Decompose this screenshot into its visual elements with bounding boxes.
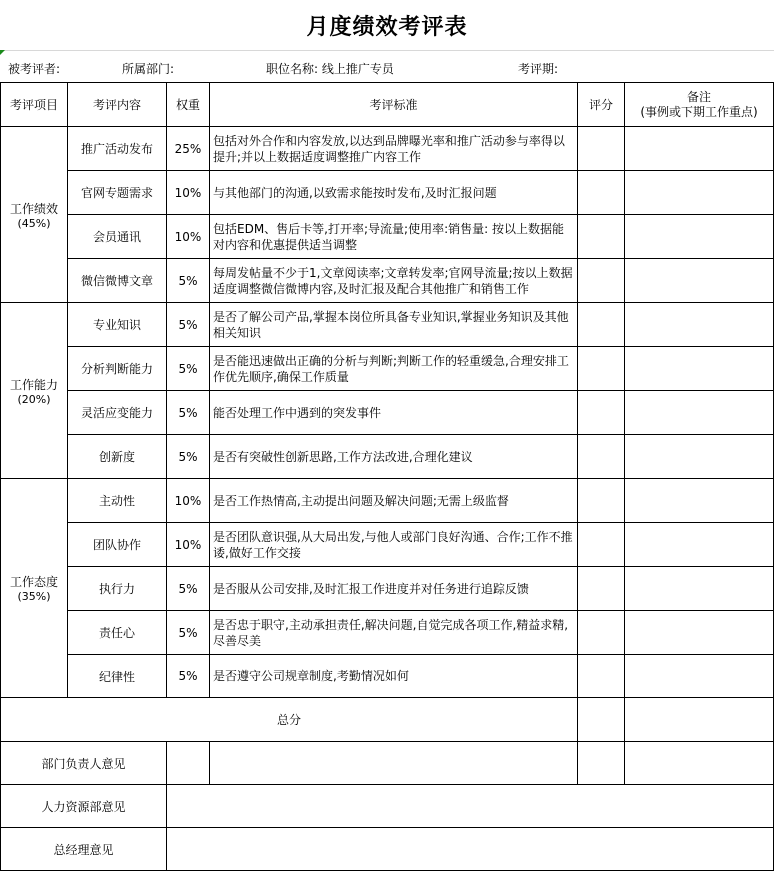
opinion-cell[interactable] [167, 828, 774, 871]
header-remark-line1: 备注 [686, 89, 711, 104]
total-row [1, 698, 774, 742]
group-cell [1, 303, 68, 479]
period-label: 考评期: [518, 62, 559, 76]
score-cell[interactable] [578, 435, 625, 479]
item-content: 推广活动发布 [68, 127, 167, 171]
item-content: 创新度 [68, 435, 167, 479]
item-weight: 5% [167, 303, 210, 347]
remark-cell[interactable] [625, 347, 774, 391]
table-row [1, 523, 774, 567]
group-pct: (35%) [17, 590, 51, 603]
group-name: 工作态度 [9, 575, 58, 589]
item-standard: 是否了解公司产品,掌握本岗位所具备专业知识,掌握业务知识及其他相关知识 [210, 303, 578, 347]
header-standard: 考评标准 [210, 83, 578, 127]
item-standard: 是否有突破性创新思路,工作方法改进,合理化建议 [210, 435, 578, 479]
remark-cell[interactable] [625, 523, 774, 567]
table-row [1, 435, 774, 479]
item-weight: 10% [167, 479, 210, 523]
group-cell [1, 127, 68, 303]
table-row [1, 611, 774, 655]
item-content: 执行力 [68, 567, 167, 611]
header-remark [625, 83, 774, 127]
score-cell[interactable] [578, 259, 625, 303]
score-cell[interactable] [578, 215, 625, 259]
remark-cell[interactable] [625, 435, 774, 479]
remark-cell[interactable] [625, 479, 774, 523]
remark-cell[interactable] [625, 259, 774, 303]
score-cell[interactable] [578, 347, 625, 391]
opinion-cell[interactable] [578, 742, 625, 785]
score-cell[interactable] [578, 303, 625, 347]
meta-row [0, 52, 774, 82]
item-standard: 是否遵守公司规章制度,考勤情况如何 [210, 655, 578, 698]
table-row [1, 479, 774, 523]
item-content: 专业知识 [68, 303, 167, 347]
opinion-cell[interactable] [210, 742, 578, 785]
item-content: 纪律性 [68, 655, 167, 698]
group-name: 工作绩效 [9, 201, 58, 216]
item-content: 责任心 [68, 611, 167, 655]
item-standard: 与其他部门的沟通,以致需求能按时发布,及时汇报问题 [210, 171, 578, 215]
item-content: 分析判断能力 [68, 347, 167, 391]
opinion-row [1, 785, 774, 828]
group-cell [1, 479, 68, 698]
score-cell[interactable] [578, 523, 625, 567]
remark-cell[interactable] [625, 655, 774, 698]
header-row [1, 83, 774, 127]
opinion-label: 总经理意见 [1, 828, 167, 871]
item-content: 灵活应变能力 [68, 391, 167, 435]
item-weight: 5% [167, 655, 210, 698]
item-content: 官网专题需求 [68, 171, 167, 215]
item-weight: 25% [167, 127, 210, 171]
remark-cell[interactable] [625, 171, 774, 215]
item-weight: 5% [167, 567, 210, 611]
opinion-row [1, 742, 774, 785]
total-remark-cell[interactable] [625, 698, 774, 742]
item-weight: 5% [167, 435, 210, 479]
remark-cell[interactable] [625, 303, 774, 347]
opinion-label: 部门负责人意见 [1, 742, 167, 785]
score-cell[interactable] [578, 171, 625, 215]
header-category: 考评项目 [1, 83, 68, 127]
item-standard: 是否能迅速做出正确的分析与判断;判断工作的轻重缓急,合理安排工作优先顺序,确保工作质量 [210, 347, 578, 391]
item-standard: 是否忠于职守,主动承担责任,解决问题,自觉完成各项工作,精益求精,尽善尽美 [210, 611, 578, 655]
table-row [1, 655, 774, 698]
table-row [1, 391, 774, 435]
opinion-row [1, 828, 774, 871]
total-label: 总分 [1, 698, 578, 742]
item-weight: 5% [167, 347, 210, 391]
table-row [1, 303, 774, 347]
opinion-cell[interactable] [625, 742, 774, 785]
remark-cell[interactable] [625, 611, 774, 655]
item-standard: 包括对外合作和内容发放,以达到品牌曝光率和推广活动参与率得以提升;并以上数据适度调整推广内容工作 [210, 127, 578, 171]
department-label: 所属部门: [122, 62, 175, 76]
table-row [1, 171, 774, 215]
group-name: 工作能力 [9, 377, 58, 392]
score-cell[interactable] [578, 611, 625, 655]
table-row [1, 259, 774, 303]
evaluation-table [0, 82, 774, 871]
item-content: 会员通讯 [68, 215, 167, 259]
remark-cell[interactable] [625, 127, 774, 171]
header-remark-line2: (事例或下期工作重点) [640, 104, 758, 119]
evaluatee-label: 被考评者: [8, 62, 61, 76]
item-content: 主动性 [68, 479, 167, 523]
item-weight: 10% [167, 171, 210, 215]
table-row [1, 567, 774, 611]
score-cell[interactable] [578, 655, 625, 698]
score-cell[interactable] [578, 567, 625, 611]
table-row [1, 215, 774, 259]
remark-cell[interactable] [625, 215, 774, 259]
opinion-cell[interactable] [167, 742, 210, 785]
item-standard: 是否工作热情高,主动提出问题及解决问题;无需上级监督 [210, 479, 578, 523]
title-bar [0, 0, 774, 51]
opinion-cell[interactable] [167, 785, 774, 828]
table-row [1, 347, 774, 391]
score-cell[interactable] [578, 479, 625, 523]
header-weight: 权重 [167, 83, 210, 127]
item-weight: 10% [167, 523, 210, 567]
total-score-cell[interactable] [578, 698, 625, 742]
table-row [1, 127, 774, 171]
item-content: 微信微博文章 [68, 259, 167, 303]
header-score: 评分 [578, 83, 625, 127]
position-label: 职位名称: 线上推广专员 [266, 62, 394, 76]
item-content: 团队协作 [68, 523, 167, 567]
item-standard: 包括EDM、售后卡等,打开率;导流量;使用率:销售量: 按以上数据能对内容和优惠提供适当调整 [210, 215, 578, 259]
remark-cell[interactable] [625, 567, 774, 611]
group-pct: (45%) [17, 216, 51, 230]
opinion-label: 人力资源部意见 [1, 785, 167, 828]
item-standard: 是否服从公司安排,及时汇报工作进度并对任务进行追踪反馈 [210, 567, 578, 611]
item-weight: 5% [167, 391, 210, 435]
item-weight: 10% [167, 215, 210, 259]
score-cell[interactable] [578, 391, 625, 435]
header-content: 考评内容 [68, 83, 167, 127]
item-weight: 5% [167, 611, 210, 655]
score-cell[interactable] [578, 127, 625, 171]
item-weight: 5% [167, 259, 210, 303]
form-title: 月度绩效考评表 [306, 13, 468, 40]
item-standard: 每周发帖量不少于1,文章阅读率;文章转发率;官网导流量;按以上数据适度调整微信微博内容,及时汇报及配合其他推广和销售工作 [210, 259, 578, 303]
item-standard: 是否团队意识强,从大局出发,与他人或部门良好沟通、合作;工作不推诿,做好工作交接 [210, 523, 578, 567]
group-pct: (20%) [17, 392, 51, 406]
item-standard: 能否处理工作中遇到的突发事件 [210, 391, 578, 435]
remark-cell[interactable] [625, 391, 774, 435]
